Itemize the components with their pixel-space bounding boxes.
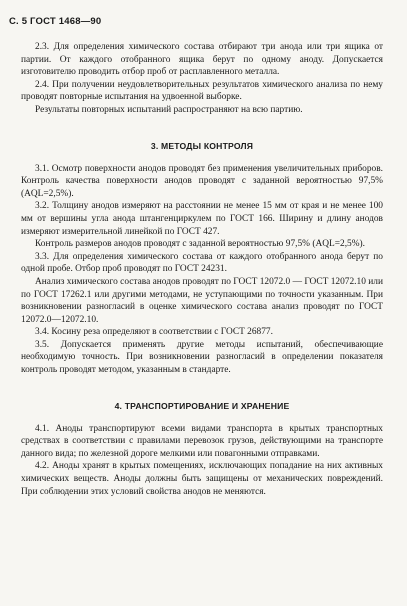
paragraph-3-1: 3.1. Осмотр поверхности анодов проводят без применения увеличительных приборов. Контроль качества поверхности анодов проводят с заданной вероятностью 97,5% (AQL=2,5%).: [21, 163, 383, 199]
paragraph-size-control: Контроль размеров анодов проводят с заданной вероятностью 97,5% (AQL=2,5%).: [35, 239, 365, 250]
section-3-title: 3. МЕТОДЫ КОНТРОЛЯ: [150, 140, 254, 151]
paragraph-3-4: 3.4. Косину реза определяют в соответствии с ГОСТ 26877.: [35, 327, 273, 338]
paragraph-4-2: 4.2. Аноды хранят в крытых помещениях, исключающих попадание на них активных химических веществ. Аноды должны быть защищены от механических повреждений. При соблюдении этих условий свойства анодов не меняются.: [21, 461, 383, 497]
paragraph-2-3: 2.3. Для определения химического состава отбирают три анода или три ящика от партии. От каждого отобранного ящика берут по одному аноду. Допускается изготовителю проводить отбор проб от расплавленного металла.: [21, 42, 383, 78]
paragraph-3-3: 3.3. Для определения химического состава от каждого отобранного анода берут по одной пробе. Отбор проб проводят по ГОСТ 24231.: [21, 251, 383, 275]
document-body: [21, 41, 383, 498]
paragraph-analysis: Анализ химического состава анодов проводят по ГОСТ 12072.0 — ГОСТ 12072.10 или по ГОСТ 17262.1 или другими методами, не уступающими по точности указанным. При возникновении разногласий в оценке химического состава анализ проводят по ГОСТ 12072.0—12072.10.: [21, 276, 383, 325]
paragraph-3-5: 3.5. Допускается применять другие методы испытаний, обеспечивающие необходимую точность. При возникновении разногласий в определении показателя контроль проводят методом, указанным в стандарте.: [21, 339, 383, 376]
page-header: С. 5 ГОСТ 1468—90: [9, 16, 102, 27]
paragraph-results: Результаты повторных испытаний распространяют на всю партию.: [35, 104, 303, 115]
paragraph-3-2: 3.2. Толщину анодов измеряют на расстоянии не менее 15 мм от края и не менее 100 мм от вершины угла анода штангенциркулем по ГОСТ 166. Ширину и длину анодов измеряют измерительной линейкой по ГОСТ 427.: [21, 201, 383, 237]
paragraph-4-1: 4.1. Аноды транспортируют всеми видами транспорта в крытых транспортных средствах в соответствии с правилами перевозок грузов, действующими на транспорте данного вида; по железной дороге мелкими или повагонными отправками.: [21, 423, 383, 459]
paragraph-2-4: 2.4. При получении неудовлетворительных результатов химического анализа по нему проводят повторные испытания на удвоенной выборке.: [21, 79, 383, 103]
section-4-title: 4. ТРАНСПОРТИРОВАНИЕ И ХРАНЕНИЕ: [114, 400, 290, 411]
